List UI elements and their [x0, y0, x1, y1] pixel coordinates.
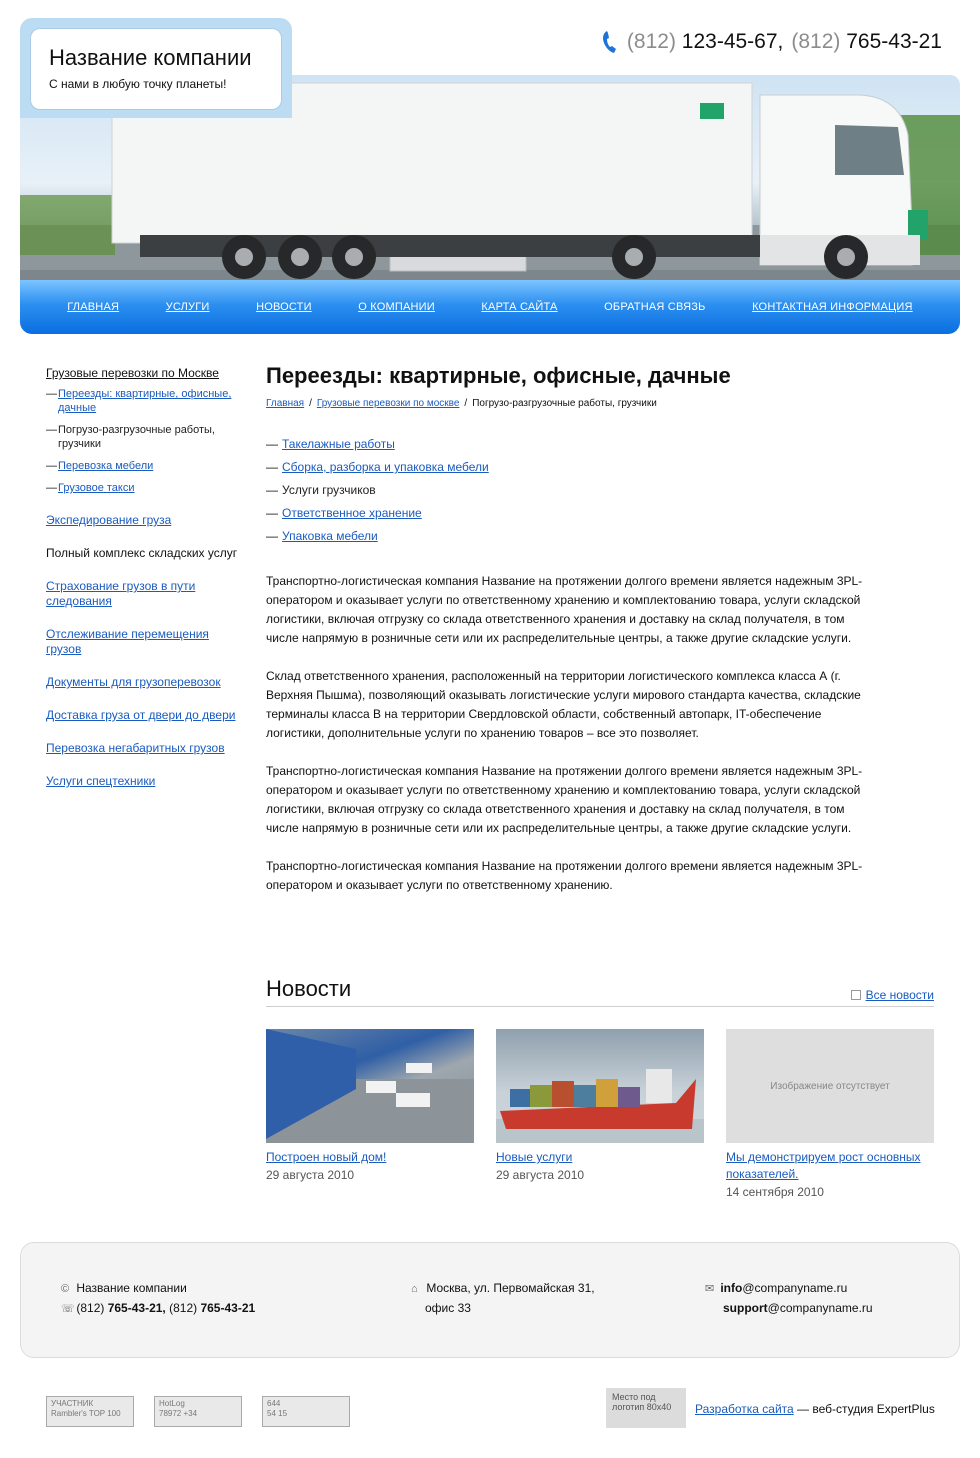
paragraph: Склад ответственного хранения, расположенный на территории логистического комплекса класса А (г. Верхняя Пышма), позволяющий оказывать логистические услуги мирового стандарта качества, складские терминалы класса В на территории Свердловской области, собственный автопарк, IT-обеспечение логистики, дополнительные услуги по хранению товаров – все это позволяет. [266, 669, 861, 740]
sidebar-item-insurance[interactable]: Страхование грузов в пути следования [46, 579, 196, 608]
subnav-packing[interactable]: Упаковка мебели [282, 529, 378, 543]
sidebar-item-oversized[interactable]: Перевозка негабаритных грузов [46, 741, 225, 755]
sidebar-subitem-moving[interactable]: Переезды: квартирные, офисные, дачные [58, 388, 232, 414]
page-title: Переезды: квартирные, офисные, дачные [266, 363, 731, 388]
sidebar-item-expedition[interactable]: Экспедирование груза [46, 513, 172, 527]
subnav-storage[interactable]: Ответственное хранение [282, 506, 422, 520]
phone-icon: ☏ [61, 1303, 75, 1315]
main-navigation [20, 280, 960, 334]
mail-icon: ✉ [705, 1283, 715, 1295]
logo-placeholder: Место под логотип 80х40 [606, 1388, 686, 1428]
sidebar-group[interactable] [46, 774, 241, 789]
all-news[interactable] [851, 988, 934, 1002]
news-date: 14 сентября 2010 [726, 1185, 824, 1199]
news-thumbnail-warehouse[interactable] [266, 1029, 474, 1143]
footer-emails [705, 1279, 873, 1318]
service-subnav [266, 437, 934, 544]
nav-item-contacts[interactable]: КОНТАКТНАЯ ИНФОРМАЦИЯ [752, 301, 913, 313]
sidebar-subitem-current: — Погрузо-разгрузочные работы, грузчики [46, 423, 241, 451]
sidebar-item-moscow-freight[interactable]: Грузовые перевозки по Москве [46, 366, 219, 380]
sidebar-group[interactable] [46, 675, 241, 690]
phone-1: (812) 123-45-67, [626, 30, 784, 53]
breadcrumb-current: Погрузо-разгрузочные работы, грузчики [472, 398, 657, 409]
warehouse-image [266, 1029, 474, 1143]
site-header [20, 18, 960, 334]
developer-credit: Разработка сайта — веб-студия ExpertPlus [695, 1402, 935, 1416]
phone-icon [601, 30, 619, 54]
subnav-item-current: — Услуги грузчиков [266, 483, 376, 497]
main-content [266, 362, 934, 914]
news-list [266, 1029, 934, 1199]
news-thumbnail-placeholder[interactable]: Изображение отсутствует [726, 1029, 934, 1143]
sidebar-subitem[interactable] [46, 387, 241, 415]
sidebar-group[interactable] [46, 513, 241, 528]
home-icon: ⌂ [411, 1283, 418, 1295]
logo-tab [20, 18, 292, 118]
subnav-item[interactable]: — Сборка, разборка и упаковка мебели [266, 460, 489, 474]
nav-item-news[interactable]: НОВОСТИ [256, 301, 312, 313]
sidebar-item-documents[interactable]: Документы для грузоперевозок [46, 675, 221, 689]
breadcrumb-section[interactable]: Грузовые перевозки по москве [316, 398, 460, 409]
counter-rambler[interactable]: УЧАСТНИК Rambler's TOP 100 [46, 1396, 134, 1427]
footer-address: ⌂ Москва, ул. Первомайская 31, офис 33 [411, 1281, 595, 1315]
news-item [266, 1029, 474, 1199]
email-info[interactable]: info@companyname.ru [720, 1281, 848, 1295]
subnav-item[interactable]: — Упаковка мебели [266, 529, 378, 543]
sidebar-subitem[interactable] [46, 481, 241, 495]
subnav-rigging[interactable]: Такелажные работы [282, 437, 395, 451]
nav-item-feedback[interactable]: ОБРАТНАЯ СВЯЗЬ [604, 301, 706, 313]
news-date: 29 августа 2010 [496, 1168, 585, 1182]
breadcrumb: Главная / Грузовые перевозки по москве / Погрузо-разгрузочные работы, грузчики [266, 398, 657, 409]
news-date: 29 августа 2010 [266, 1168, 355, 1182]
developer-link[interactable]: Разработка сайта [695, 1402, 794, 1416]
subnav-item[interactable]: — Такелажные работы [266, 437, 395, 451]
footer-company-name: Название компании [76, 1281, 187, 1295]
nav-item-home[interactable]: ГЛАВНАЯ [67, 301, 120, 313]
news-link[interactable]: Новые услуги [496, 1150, 573, 1164]
sidebar-item-warehouse: Полный комплекс складских услуг [46, 546, 238, 560]
news-section [266, 976, 934, 1199]
paragraph: Транспортно-логистическая компания Название на протяжении долгого времени является надежным 3PL-оператором и оказывает услуги по ответственному хранению и комплектованию товара, услуги складской логистики, включая отгрузку со склада ответственного хранения и доставку на склад получателя, в том числе напрямую в розничные сети или их распределительные центры, а также другие складские услуги. [266, 764, 863, 835]
news-item [496, 1029, 704, 1199]
subnav-item[interactable]: — Ответственное хранение [266, 506, 422, 520]
nav-item-about[interactable]: О КОМПАНИИ [358, 301, 435, 313]
subnav-assembly[interactable]: Сборка, разборка и упаковка мебели [282, 460, 489, 474]
nav-item-sitemap[interactable]: КАРТА САЙТА [481, 301, 558, 313]
article-body [266, 572, 866, 895]
sidebar-subitem[interactable] [46, 459, 241, 473]
news-item [726, 1029, 934, 1199]
paragraph: Транспортно-логистическая компания Название на протяжении долгого времени является надежным 3PL-оператором и оказывает услуги по ответственному хранению. [266, 859, 863, 892]
news-link[interactable]: Построен новый дом! [266, 1150, 387, 1164]
counters [46, 1396, 350, 1427]
sidebar-group-current [46, 546, 241, 561]
subnav-loaders: Услуги грузчиков [282, 483, 376, 497]
paragraph: Транспортно-логистическая компания Название на протяжении долгого времени является надежным 3PL-оператором и оказывает услуги по ответственному хранению и комплектованию товара, услуги складской логистики, включая отгрузку со склада ответственного хранения и доставку на склад получателя, в том числе напрямую в розничные сети или их распределительные центры, а также другие складские услуги. [266, 574, 863, 645]
news-title: Новости [266, 976, 352, 1001]
counter-hotlog[interactable]: HotLog 78972 +34 [154, 1396, 242, 1427]
news-list-icon [851, 990, 861, 1000]
sidebar-item-door-delivery[interactable]: Доставка груза от двери до двери [46, 708, 236, 722]
copyright-icon: © [61, 1283, 70, 1295]
nav-item-services[interactable]: УСЛУГИ [165, 301, 210, 313]
sidebar-item-special-equipment[interactable]: Услуги спецтехники [46, 774, 156, 788]
header-phones [601, 30, 942, 54]
company-name[interactable]: Название компании [49, 45, 252, 70]
news-thumbnail-ship[interactable] [496, 1029, 704, 1143]
sidebar-group[interactable] [46, 741, 241, 756]
company-slogan: С нами в любую точку планеты! [49, 77, 227, 91]
email-support[interactable]: support@companyname.ru [723, 1301, 873, 1315]
sidebar-group[interactable] [46, 627, 241, 657]
sidebar-group[interactable] [46, 579, 241, 609]
sidebar [46, 366, 241, 789]
news-link[interactable]: Мы демонстрируем рост основных показателей. [726, 1150, 921, 1181]
sidebar-item-tracking[interactable]: Отслеживание перемещения грузов [46, 627, 209, 656]
breadcrumb-home[interactable]: Главная [266, 398, 305, 409]
counter-liveinternet[interactable]: 644 54 15 [262, 1396, 350, 1427]
sidebar-subitem-furniture[interactable]: Перевозка мебели [58, 460, 154, 472]
sidebar-submenu [46, 387, 241, 495]
cargo-ship-image [496, 1029, 704, 1143]
news-header [266, 976, 934, 1007]
sidebar-group[interactable] [46, 708, 241, 723]
all-news-link[interactable]: Все новости [865, 988, 934, 1002]
footer-company: © Название компании ☏ (812) 765-43-21, (812) 765-43-21 [61, 1279, 255, 1319]
logo-box[interactable] [30, 28, 282, 110]
sidebar-subitem-taxi[interactable]: Грузовое такси [58, 482, 135, 494]
phone-2: (812) 765-43-21 [791, 30, 942, 53]
site-footer [20, 1242, 960, 1358]
